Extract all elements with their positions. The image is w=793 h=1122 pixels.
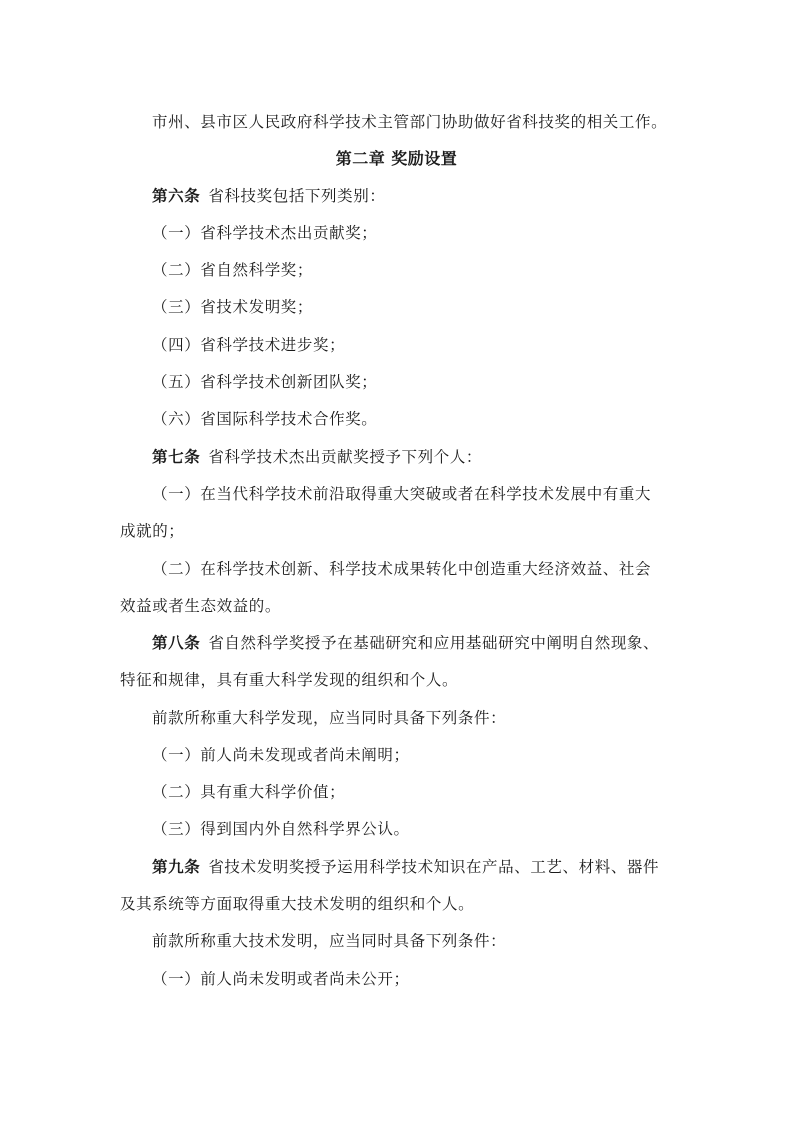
article-6-item-6: （六）省国际科学技术合作奖。 (152, 410, 378, 428)
article-6-label: 第六条 (152, 187, 201, 205)
article-7 (152, 446, 712, 468)
article-6 (152, 185, 712, 207)
article-8-paragraph-2: 前款所称重大科学发现，应当同时具备下列条件： (152, 709, 507, 727)
article-7-item-1-line-2: 成就的； (120, 522, 185, 540)
article-7-item-1-line-1: （一）在当代科学技术前沿取得重大突破或者在科学技术发展中有重大 (152, 485, 652, 503)
article-6-item-2: （二）省自然科学奖； (152, 261, 314, 279)
article-6-text: 省科技奖包括下列类别： (208, 187, 386, 205)
article-7-text: 省科学技术杰出贡献奖授予下列个人： (208, 448, 483, 466)
article-8-item-3: （三）得到国内外自然科学界公认。 (152, 820, 410, 838)
article-6-item-1: （一）省科学技术杰出贡献奖； (152, 224, 378, 242)
article-8-item-2: （二）具有重大科学价值； (152, 783, 346, 801)
article-6-item-3: （三）省技术发明奖； (152, 298, 314, 316)
article-8-line-2: 特征和规律，具有重大科学发现的组织和个人。 (120, 671, 459, 689)
article-8-line-1 (152, 632, 712, 654)
article-9-text: 省技术发明奖授予运用科学技术知识在产品、工艺、材料、器件 (208, 858, 660, 876)
article-9-line-1 (152, 856, 712, 878)
article-7-item-2-line-2: 效益或者生态效益的。 (120, 597, 282, 615)
article-8-text: 省自然科学奖授予在基础研究和应用基础研究中阐明自然现象、 (208, 634, 660, 652)
article-9-line-2: 及其系统等方面取得重大技术发明的组织和个人。 (120, 895, 475, 913)
article-9-paragraph-2: 前款所称重大技术发明，应当同时具备下列条件： (152, 932, 507, 950)
article-8-label: 第八条 (152, 634, 201, 652)
paragraph-intro: 市州、县市区人民政府科学技术主管部门协助做好省科技奖的相关工作。 (152, 113, 668, 131)
article-6-item-5: （五）省科学技术创新团队奖； (152, 373, 378, 391)
article-6-item-4: （四）省科学技术进步奖； (152, 336, 346, 354)
chapter-heading: 第二章 奖励设置 (335, 149, 458, 168)
article-9-item-1: （一）前人尚未发明或者尚未公开； (152, 970, 410, 988)
article-8-item-1: （一）前人尚未发现或者尚未阐明； (152, 746, 410, 764)
article-7-item-2-line-1: （二）在科学技术创新、科学技术成果转化中创造重大经济效益、社会 (152, 560, 652, 578)
article-9-label: 第九条 (152, 858, 201, 876)
article-7-label: 第七条 (152, 448, 201, 466)
